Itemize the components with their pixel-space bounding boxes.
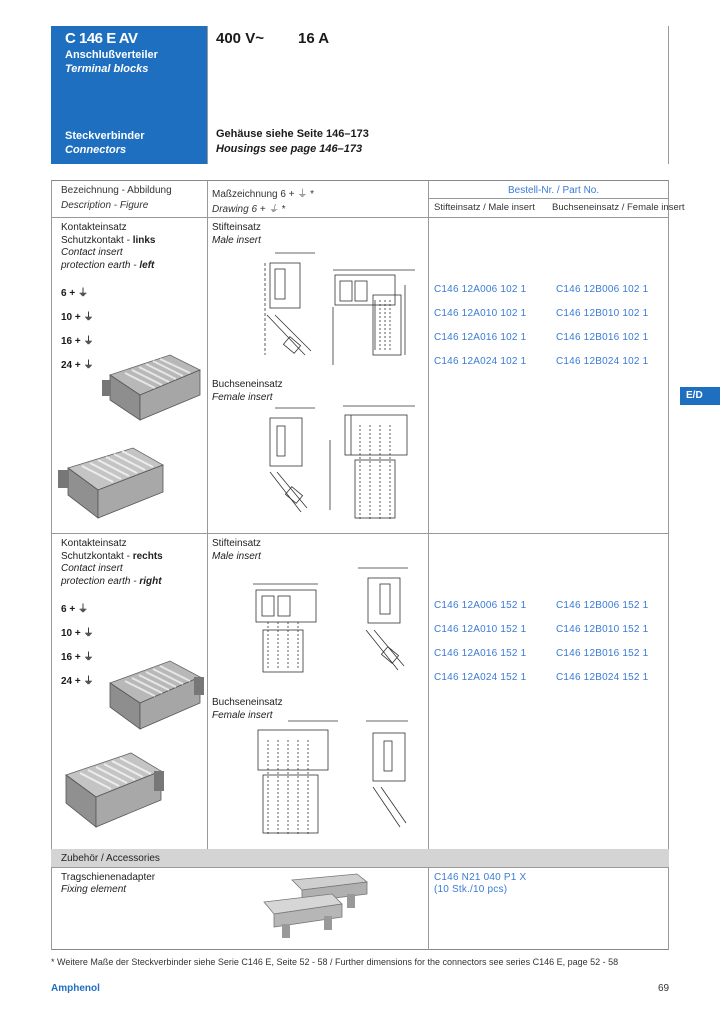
- section-left-l2-prefix: Schutzkontakt -: [61, 234, 133, 246]
- housing-reference-en: Housings see page 146–173: [216, 143, 363, 155]
- part-number-link[interactable]: C146 12A016 152 1: [434, 648, 527, 659]
- section-right-description: [61, 538, 163, 588]
- section-right-size-3: 16 + ⏚: [61, 652, 94, 663]
- col-male-insert: Stifteinsatz / Male insert: [434, 202, 535, 213]
- table-border-left: [51, 180, 52, 950]
- header-right-border: [668, 26, 669, 164]
- section-right-l4-prefix: protection earth -: [61, 575, 140, 587]
- connector-photo-left-2: [58, 440, 168, 525]
- technical-drawing-male-right: [248, 560, 423, 685]
- section-left-size-2: 10 + ⏚: [61, 312, 94, 323]
- section-right-l4-bold: right: [139, 575, 162, 587]
- col-female-insert: Buchseneinsatz / Female insert: [552, 202, 685, 213]
- section-left-line2: [61, 235, 156, 248]
- section-left-l4-prefix: protection earth -: [61, 259, 140, 271]
- table-border-right: [668, 180, 669, 950]
- accessory-name-en: Fixing element: [61, 884, 127, 895]
- product-title-de: Anschlußverteiler: [65, 49, 158, 61]
- voltage-rating: 400 V~: [216, 30, 264, 47]
- section-right-line4: [61, 576, 163, 589]
- col-description-de: Bezeichnung - Abbildung: [61, 185, 172, 196]
- section-tab[interactable]: E/D: [680, 387, 720, 405]
- col-drawing-de: Maßzeichnung 6 + ⏚ *: [212, 189, 314, 200]
- section-right-line1: Kontakteinsatz: [61, 538, 127, 549]
- section-left-description: [61, 222, 156, 272]
- part-number-link[interactable]: C146 12A010 102 1: [434, 308, 527, 319]
- part-number-link[interactable]: C146 12B010 102 1: [556, 308, 649, 319]
- table-accessory-line: [51, 867, 669, 868]
- drawing-left-male-en: Male insert: [212, 234, 261, 246]
- part-number-link[interactable]: C146 12B016 152 1: [556, 648, 649, 659]
- section-right-l2-prefix: Schutzkontakt -: [61, 550, 133, 562]
- accessory-name-de: Tragschienenadapter: [61, 872, 156, 883]
- table-col-divider-1: [207, 180, 208, 849]
- part-number-link[interactable]: C146 12A010 152 1: [434, 624, 527, 635]
- current-rating: 16 A: [298, 30, 330, 47]
- part-number-link[interactable]: C146 12B010 152 1: [556, 624, 649, 635]
- footnote: * Weitere Maße der Steckverbinder siehe Serie C146 E, Seite 52 - 58 / Further dimensions for the connectors see series C146 E, page 52 - 58: [51, 957, 619, 967]
- part-number-link[interactable]: C146 12B024 152 1: [556, 672, 649, 683]
- connector-photo-right-2: [56, 745, 166, 835]
- technical-drawing-male-left: [255, 245, 425, 370]
- drawing-left-male-label: [212, 222, 261, 247]
- section-left-size-1: 6 + ⏚: [61, 288, 88, 299]
- section-left-size-4: 24 + ⏚: [61, 360, 94, 371]
- brand-logo-text: Amphenol: [51, 983, 100, 994]
- table-col-divider-2: [428, 180, 429, 950]
- drawing-left-female-en: Female insert: [212, 391, 273, 403]
- section-left-l4-bold: left: [139, 259, 155, 271]
- connector-photo-right-1: [100, 655, 205, 740]
- part-number-link[interactable]: C146 12B006 152 1: [556, 600, 649, 611]
- drawing-right-female-en: Female insert: [212, 709, 273, 721]
- drawing-left-male-de: Stifteinsatz: [212, 222, 261, 233]
- table-subheader-line: [428, 198, 668, 199]
- table-header-line: [51, 217, 669, 218]
- part-number-link[interactable]: C146 12B006 102 1: [556, 284, 649, 295]
- housing-reference-de: Gehäuse siehe Seite 146–173: [216, 128, 369, 140]
- section-left-line4: [61, 260, 156, 273]
- connector-photo-left-1: [100, 350, 205, 430]
- section-left-line3: Contact insert: [61, 247, 123, 258]
- fixing-element-photo: [262, 872, 372, 942]
- accessory-quantity: (10 Stk./10 pcs): [434, 884, 508, 895]
- section-right-size-1: 6 + ⏚: [61, 604, 88, 615]
- drawing-left-female-de: Buchseneinsatz: [212, 379, 283, 390]
- technical-drawing-female-right: [248, 715, 423, 840]
- part-number-link[interactable]: C146 12A006 102 1: [434, 284, 527, 295]
- part-number-link[interactable]: C146 12A006 152 1: [434, 600, 527, 611]
- col-description-en: Description - Figure: [61, 200, 149, 211]
- series-title: C 146 E AV: [65, 30, 138, 47]
- accessory-part-number[interactable]: C146 N21 040 P1 X: [434, 872, 527, 883]
- col-part-no: Bestell-Nr. / Part No.: [508, 185, 600, 196]
- section-right-l2-bold: rechts: [132, 550, 163, 562]
- header-title-block: [51, 26, 207, 164]
- section-left-size-3: 16 + ⏚: [61, 336, 94, 347]
- category-en: Connectors: [65, 144, 127, 156]
- col-drawing-en: Drawing 6 + ⏚ *: [212, 204, 286, 215]
- part-number-link[interactable]: C146 12B024 102 1: [556, 356, 649, 367]
- part-number-link[interactable]: C146 12B016 102 1: [556, 332, 649, 343]
- drawing-right-male-en: Male insert: [212, 550, 261, 562]
- part-number-link[interactable]: C146 12A024 152 1: [434, 672, 527, 683]
- part-number-link[interactable]: C146 12A024 102 1: [434, 356, 527, 367]
- category-de: Steckverbinder: [65, 130, 145, 142]
- drawing-right-male-de: Stifteinsatz: [212, 538, 261, 549]
- section-right-size-4: 24 + ⏚: [61, 676, 94, 687]
- page-number: 69: [658, 983, 670, 994]
- section-right-line3: Contact insert: [61, 563, 123, 574]
- drawing-right-female-de: Buchseneinsatz: [212, 697, 283, 708]
- section-left-line1: Kontakteinsatz: [61, 222, 127, 233]
- part-number-link[interactable]: C146 12A016 102 1: [434, 332, 527, 343]
- section-right-size-2: 10 + ⏚: [61, 628, 94, 639]
- header-divider: [207, 26, 208, 164]
- section-left-l2-bold: links: [132, 234, 156, 246]
- technical-drawing-female-left: [255, 400, 425, 525]
- section-right-line2: [61, 551, 163, 564]
- accessories-heading: Zubehör / Accessories: [61, 853, 160, 864]
- product-title-en: Terminal blocks: [65, 63, 149, 75]
- table-section-line: [51, 533, 669, 534]
